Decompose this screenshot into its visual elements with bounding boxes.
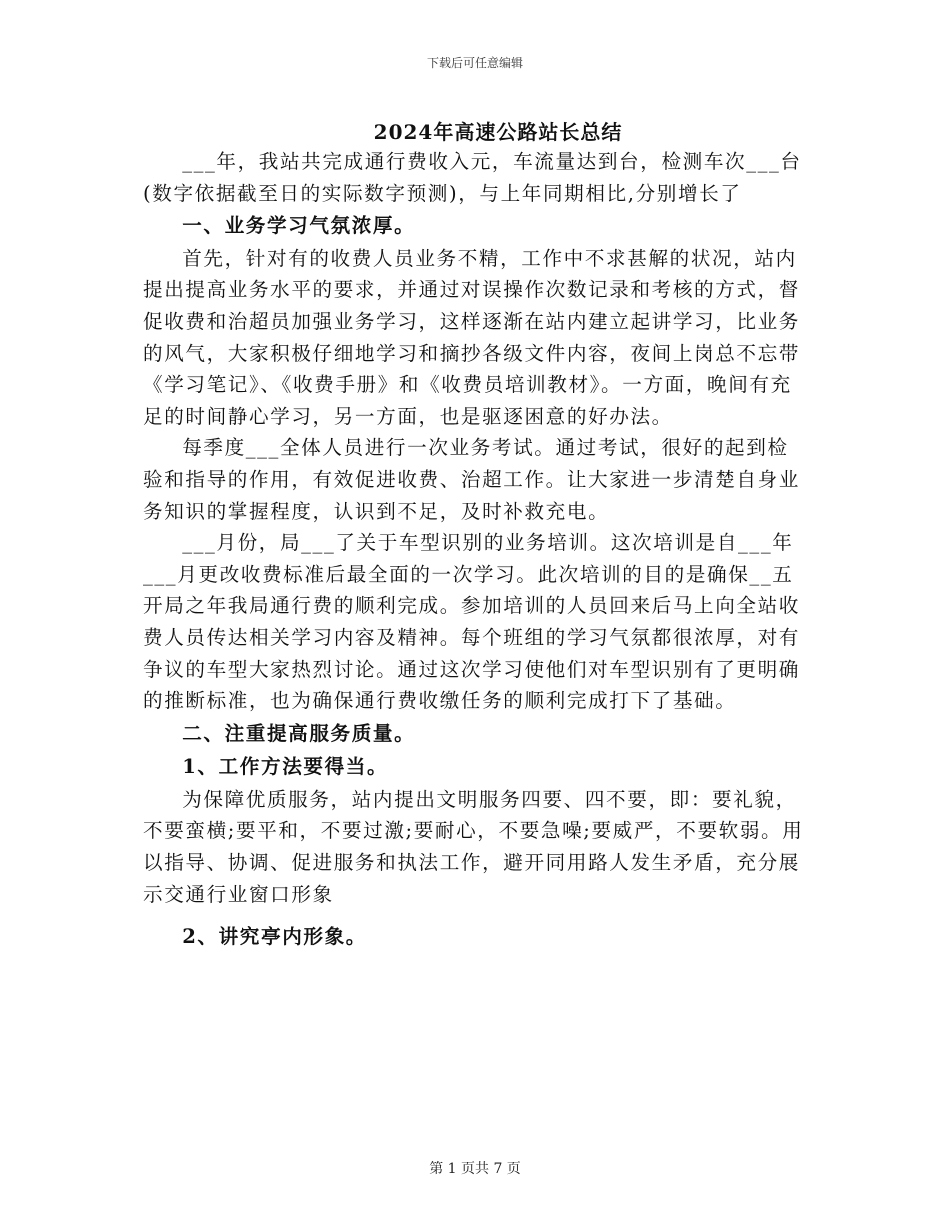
page-number: 第 1 页共 7 页: [429, 1161, 521, 1177]
paragraph-vehicle-training: ___月份，局___了关于车型识别的业务培训。这次培训是自___年___月更改收费标准后最全面的一次学习。此次培训的目的是确保__五开局之年我局通行费的顺利完成。参加培训的人员回来后马上向全站收费人员传达相关学习内容及精神。每个班组的学习气氛都很浓厚，对有争议的车型大家热烈讨论。通过这次学习使他们对车型识别有了更明确的推断标准，也为确保通行费收缴任务的顺利完成打下了基础。: [143, 531, 801, 713]
section-heading-service-quality: 二、注重提高服务质量。: [182, 721, 416, 745]
page-header-note: 下载后可任意编辑: [426, 56, 523, 70]
subheading-booth-image: 2、讲究亭内形象。: [182, 925, 367, 949]
paragraph-quarterly-exam: 每季度___全体人员进行一次业务考试。通过考试，很好的起到检验和指导的作用，有效促进收费、治超工作。让大家进一步清楚自身业务知识的掌握程度，认识到不足，及时补救充电。: [143, 436, 801, 523]
section-heading-business-study: 一、业务学习气氛浓厚。: [182, 214, 416, 238]
paragraph-study-habits: 首先，针对有的收费人员业务不精，工作中不求甚解的状况，站内提出提高业务水平的要求，并通过对误操作次数记录和考核的方式，督促收费和治超员加强业务学习，这样逐渐在站内建立起讲学习，比业务的风气，大家积极仔细地学习和摘抄各级文件内容，夜间上岗总不忘带《学习笔记》、《收费手册》和《收费员培训教材》。一方面，晚间有充足的时间静心学习，另一方面，也是驱逐困意的好办法。: [143, 246, 801, 428]
document-title: 2024年高速公路站长总结: [373, 120, 623, 144]
document-body: [143, 146, 807, 954]
paragraph-civil-service: 为保障优质服务，站内提出文明服务四要、四不要，即：要礼貌，不要蛮横;要平和，不要过激;要耐心，不要急噪;要威严，不要软弱。用以指导、协调、促进服务和执法工作，避开同用路人发生矛盾，充分展示交通行业窗口形象: [143, 787, 804, 906]
subheading-work-method: 1、工作方法要得当。: [182, 755, 389, 779]
paragraph-intro: ___年，我站共完成通行费收入元，车流量达到台，检测车次___台(数字依据截至日的实际数字预测)，与上年同期相比,分别增长了: [143, 150, 802, 205]
